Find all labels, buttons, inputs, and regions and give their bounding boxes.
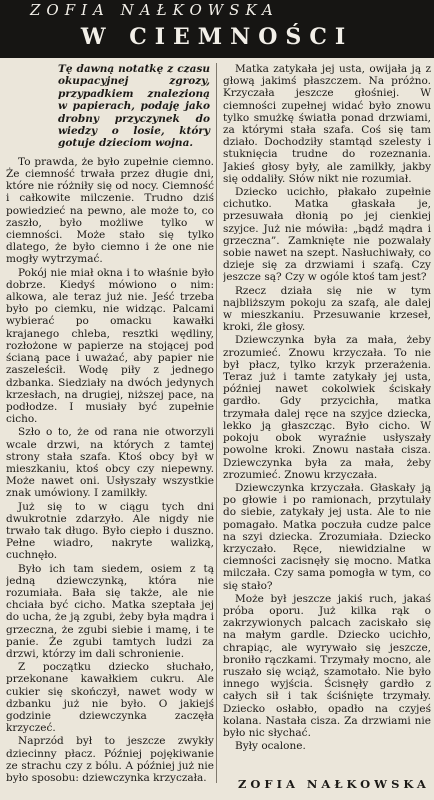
right-column — [223, 63, 431, 798]
paragraph: Były ocalone. — [235, 740, 306, 753]
paragraph: Dziewczynka krzyczała. Głaskały ją po głowie i po ramionach, przytulały do siebie, zatykały jej usta. Ale to nie pomagało. Matka poczuła cudze palce na szyi dziecka. Zrozumiała. Dziecko krzyczało. Ręce, niewidzialne w ciemności zacisnęły się mocno. Matka milczała. Czy sama pomogła w tym, co się stało? — [223, 481, 431, 592]
paragraph: Już się to w ciągu tych dni dwukrotnie zdarzyło. Ale nigdy nie trwało tak długo. Było ciepło i duszno. Pełne wiadro, nakryte walizką, cuchnęło. — [6, 500, 214, 562]
column-divider — [216, 63, 217, 783]
left-column-body — [6, 156, 214, 784]
right-column-body — [223, 63, 431, 752]
paragraph: To prawda, że było zupełnie ciemno. Że ciemność trwała przez długie dni, które nie różniły się od nocy. Ciemność i całkowite milczenie. Trudno dziś powiedzieć na pewno, ale może to, co zaszło, było możliwe tylko w ciemności. Może stało się tylko dlatego, że było ciemno i że one nie mogły wytrzymać. — [6, 155, 214, 266]
paragraph: Matka zatykała jej usta, owijała ją z głową jakimś płaszczem. Na próżno. Krzyczała jeszcze głośniej. W ciemności zupełnej widać było znowu tylko smużkę światła ponad drzwiami, za którymi stała szafa. Coś się tam działo. Dochodziły stamtąd szelesty i stuknięcia trudne do rozeznania. Jakieś głosy były, ale zamilkły, jakby się oddaliły. Słów nikt nie rozumiał. — [223, 63, 431, 185]
paragraph: Było ich tam siedem, osiem z tą jedną dziewczynką, która nie rozumiała. Bała się także, ale nie chciała być cicho. Matka szeptała jej do ucha, że ją zgubi, żeby była mądra i grzeczna, że zgubi siebie i mamę, i te panie. Że zgubi tamtych ludzi za drzwi, którzy im dali schronienie. — [6, 562, 214, 660]
paragraph: Szło o to, że od rana nie otworzyli wcale drzwi, na których z tamtej strony stała szafa. Ktoś obcy był w mieszkaniu, ktoś obcy czy niepewny. Może nawet oni. Usłyszały wszystkie znak umówiony. I zamilkły. — [6, 426, 214, 500]
article-title: W CIEMNOŚCI — [80, 24, 354, 50]
paragraph: Dziecko ucichło, płakało zupełnie cichutko. Matka głaskała je, przesuwała dłonią po jej cienkiej szyjce. Już nie mówiła: „bądź mądra i grzeczna”. Zamknięte nie pozwalały sobie nawet na szept. Nasłuchiwały, co dzieje się za drzwiami i szafą. Czy jeszcze są? Czy w ogóle ktoś tam jest? — [223, 186, 431, 284]
paragraph: Dziewczynka była za mała, żeby zrozumieć. Znowu krzyczała. To nie był płacz, tylko krzyk przerażenia. Teraz już i tamte zatykały jej usta, później nawet cokolwiek ściskały gardło. Gdy przycichła, matka trzymała dalej ręce na szyjce dziecka, lekko ją głaszcząc. Było cicho. W pokoju obok wyraźnie usłyszały powolne kroki. Znowu nastała cisza. Dziewczynka była za mała, żeby zrozumieć. Znowu krzyczała. — [223, 334, 431, 481]
left-column — [6, 63, 214, 798]
paragraph: Może był jeszcze jakiś ruch, jakaś próba oporu. Już kilka rąk o zakrzywionych palcach zaciskało się na małym gardle. Dziecko ucichło, chrapiąc, ale wyrywało się jeszcze, broniło rączkami. Trzymały mocno, ale ruszało się wciąż, szamotało. Nie było innego wyjścia. Ścisnęły gardło z całych sił i tak ściśnięte trzymały. Dziecko osłabło, opadło na czyjeś kolana. Nastała cisza. Za drzwiami nie było nic słychać. — [223, 592, 431, 739]
editorial-intro: Tę dawną notatkę z czasu okupacyjnej zgrozy, przypadkiem znalezioną w papierach, podaję jako drobny przyczynek do wiedzy o losie, który gotuje dzieciom wojna. — [58, 63, 210, 150]
author-name: ZOFIA NAŁKOWSKA — [30, 1, 279, 19]
author-signature: ZOFIA NAŁKOWSKA — [238, 777, 430, 791]
paragraph: Naprzód był to jeszcze zwykły dziecinny płacz. Później pojękiwanie ze strachu czy z bólu. A później już nie było sposobu: dziewczynka krzyczała. — [6, 735, 214, 784]
paragraph: Pokój nie miał okna i to właśnie było dobrze. Kiedyś mówiono o nim: alkowa, ale teraz już nie. Jeść trzeba było po ciemku, nie widząc. Palcami wybierać po omacku kawałki krajanego chleba, resztki wędliny, rozłożone w papierze na stojącej pod ścianą pace i uważać, aby papier nie zaszeleścił. Wodę piły z jednego dzbanka. Siedziały na dwóch jedynych krzesłach, na drugiej, niższej pace, na podłodze. I musiały być zupełnie cicho. — [6, 266, 214, 426]
article-header — [0, 0, 434, 58]
paragraph: Z początku dziecko słuchało, przekonane kawałkiem cukru. Ale cukier się skończył, nawet wody w dzbanku już nie było. O jakiejś godzinie dziewczynka zaczęła krzyczeć. — [6, 661, 214, 735]
paragraph: Rzecz działa się nie w tym najbliższym pokoju za szafą, ale dalej w mieszkaniu. Przesuwanie krzeseł, kroki, źle głosy. — [223, 284, 431, 334]
